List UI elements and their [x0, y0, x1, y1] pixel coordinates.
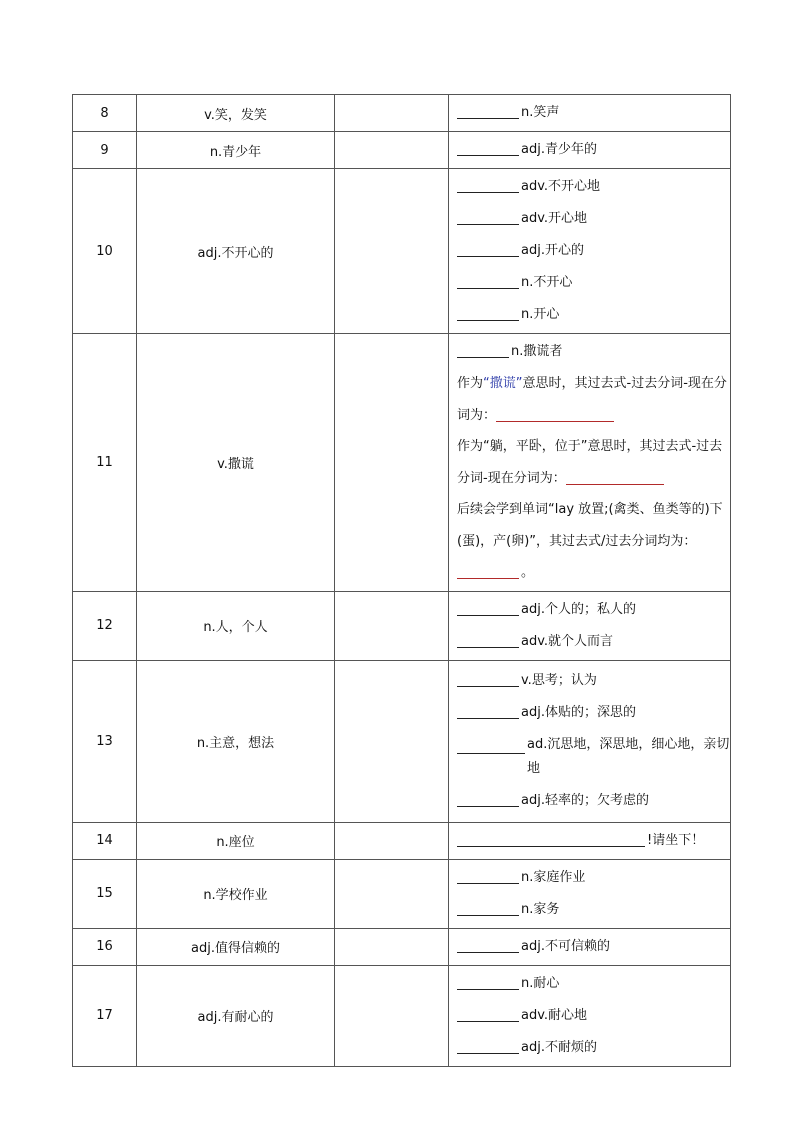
answer-blank[interactable]	[457, 938, 519, 953]
answer-blank[interactable]	[457, 869, 519, 884]
row-meaning: v.笑，发笑	[137, 95, 335, 132]
answer-cell[interactable]	[335, 965, 449, 1066]
answer-blank[interactable]	[496, 407, 614, 422]
forms-cell: adj.青少年的	[449, 132, 731, 169]
forms-cell: v.思考；认为 adj.体贴的；深思的 ad.沉思地，深思地，细心地，亲切地 adj.轻率的；欠考虑的	[449, 660, 731, 822]
table-row	[73, 822, 731, 859]
answer-cell[interactable]	[335, 859, 449, 928]
answer-blank[interactable]	[457, 739, 525, 754]
row-number: 16	[73, 928, 137, 965]
answer-blank[interactable]	[457, 672, 519, 687]
row-number: 8	[73, 95, 137, 132]
table-row	[73, 928, 731, 965]
answer-blank[interactable]	[457, 1039, 519, 1054]
forms-cell: n.撒谎者 作为“撒谎”意思时，其过去式-过去分词-现在分词为： 作为“躺，平卧，位于”意思时，其过去式-过去分词-现在分词为： 后续会学到单词“lay 放置;(禽类、鱼类等的)下(蛋)，产(卵)”，其过去式/过去分词均为：。	[449, 334, 731, 592]
answer-blank[interactable]	[457, 1007, 519, 1022]
answer-cell[interactable]	[335, 169, 449, 334]
vocabulary-table	[72, 94, 731, 1067]
forms-cell: n.家庭作业 n.家务	[449, 859, 731, 928]
answer-blank[interactable]	[457, 901, 519, 916]
answer-blank[interactable]	[457, 210, 519, 225]
forms-cell: adj.个人的；私人的 adv.就个人而言	[449, 591, 731, 660]
row-number: 11	[73, 334, 137, 592]
table-row	[73, 169, 731, 334]
table-row	[73, 95, 731, 132]
answer-blank[interactable]	[457, 832, 645, 847]
row-number: 12	[73, 591, 137, 660]
row-meaning: n.人，个人	[137, 591, 335, 660]
row-number: 17	[73, 965, 137, 1066]
note-lie-lie: 作为“躺，平卧，位于”意思时，其过去式-过去分词-现在分词为：	[457, 439, 723, 486]
note-lay: 后续会学到单词“lay 放置;(禽类、鱼类等的)下(蛋)，产(卵)”，其过去式/过去分词均为：。	[457, 502, 723, 580]
answer-blank[interactable]	[457, 564, 519, 579]
answer-cell[interactable]	[335, 95, 449, 132]
table-row	[73, 660, 731, 822]
forms-cell: n.笑声	[449, 95, 731, 132]
answer-blank[interactable]	[457, 178, 519, 193]
row-meaning: adj.值得信赖的	[137, 928, 335, 965]
answer-cell[interactable]	[335, 132, 449, 169]
answer-blank[interactable]	[457, 975, 519, 990]
row-meaning: adj.不开心的	[137, 169, 335, 334]
table-row	[73, 132, 731, 169]
forms-cell: n.耐心 adv.耐心地 adj.不耐烦的	[449, 965, 731, 1066]
answer-cell[interactable]	[335, 660, 449, 822]
table-row	[73, 334, 731, 592]
answer-blank[interactable]	[457, 306, 519, 321]
answer-blank[interactable]	[457, 704, 519, 719]
answer-blank[interactable]	[566, 470, 664, 485]
table-row	[73, 965, 731, 1066]
answer-blank[interactable]	[457, 792, 519, 807]
forms-cell: !请坐下！	[449, 822, 731, 859]
row-number: 13	[73, 660, 137, 822]
row-number: 9	[73, 132, 137, 169]
answer-blank[interactable]	[457, 274, 519, 289]
answer-blank[interactable]	[457, 343, 509, 358]
row-number: 10	[73, 169, 137, 334]
table-row	[73, 859, 731, 928]
row-meaning: n.座位	[137, 822, 335, 859]
row-meaning: n.学校作业	[137, 859, 335, 928]
answer-cell[interactable]	[335, 928, 449, 965]
note-lie-meaning: 作为“撒谎”意思时，其过去式-过去分词-现在分词为：	[457, 376, 727, 423]
answer-blank[interactable]	[457, 601, 519, 616]
answer-cell[interactable]	[335, 822, 449, 859]
answer-blank[interactable]	[457, 141, 519, 156]
row-meaning: n.主意，想法	[137, 660, 335, 822]
answer-cell[interactable]	[335, 334, 449, 592]
row-number: 15	[73, 859, 137, 928]
table-row	[73, 591, 731, 660]
answer-blank[interactable]	[457, 104, 519, 119]
answer-cell[interactable]	[335, 591, 449, 660]
answer-blank[interactable]	[457, 633, 519, 648]
row-meaning: v.撒谎	[137, 334, 335, 592]
row-meaning: n.青少年	[137, 132, 335, 169]
row-number: 14	[73, 822, 137, 859]
answer-blank[interactable]	[457, 242, 519, 257]
row-meaning: adj.有耐心的	[137, 965, 335, 1066]
forms-cell: adj.不可信赖的	[449, 928, 731, 965]
forms-cell: adv.不开心地 adv.开心地 adj.开心的 n.不开心 n.开心	[449, 169, 731, 334]
